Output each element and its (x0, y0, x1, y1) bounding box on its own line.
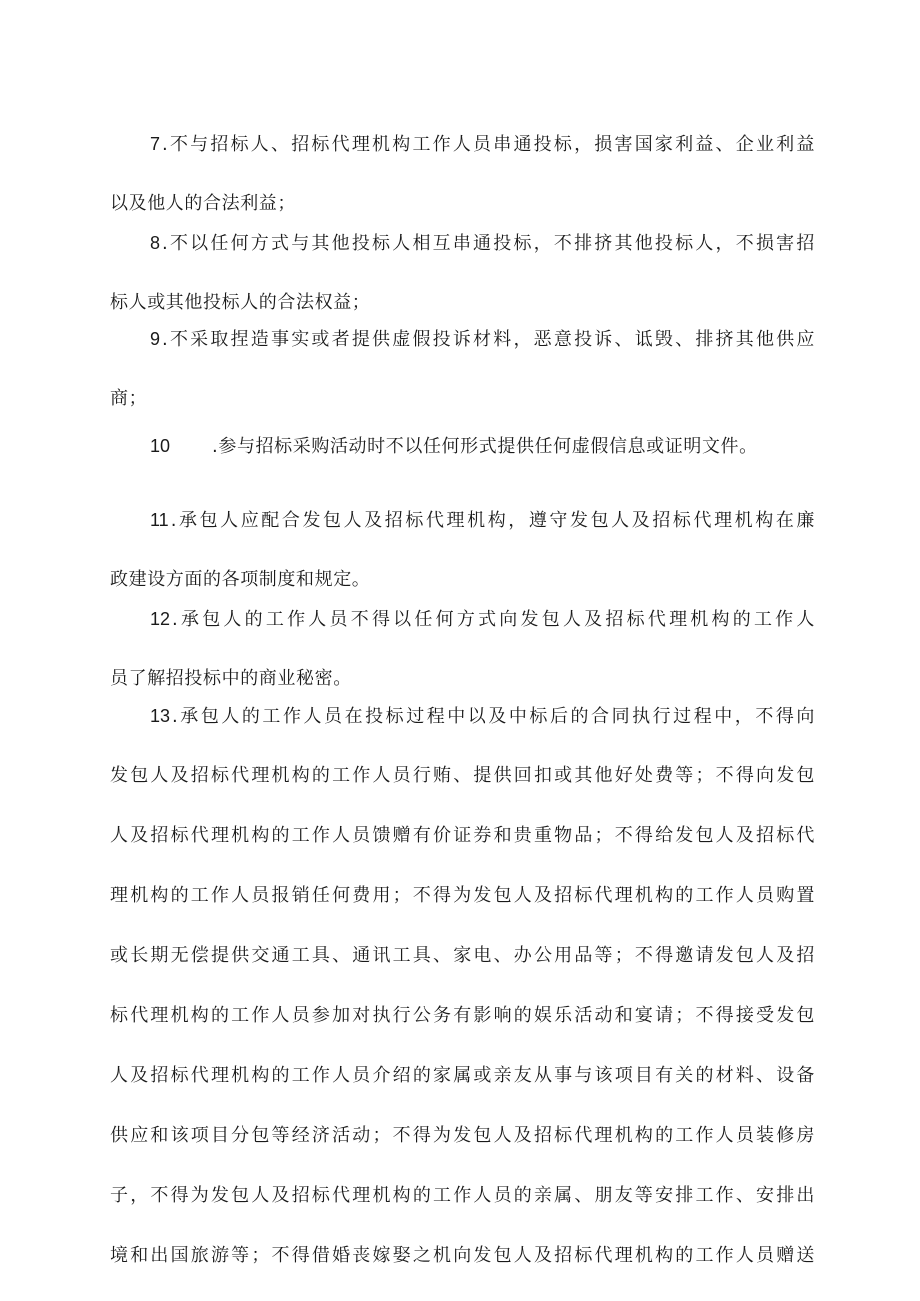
clause-number: 9 (150, 329, 161, 349)
clause-line: 理机构的工作人员报销任何费用；不得为发包人及招标代理机构的工作人员购置 (110, 885, 815, 906)
clause-text: .不与招标人、招标代理机构工作人员串通投标，损害国家利益、企业利益 (162, 134, 815, 155)
clause-number: 12 (150, 609, 171, 629)
clause-line: 标代理机构的工作人员参加对执行公务有影响的娱乐活动和宴请；不得接受发包 (110, 1005, 815, 1026)
clause-line (110, 213, 815, 273)
clause-13 (110, 686, 815, 1286)
clause-line: 人及招标代理机构的工作人员馈赠有价证券和贵重物品；不得给发包人及招标代 (110, 825, 815, 846)
clause-text: .承包人的工作人员在投标过程中以及中标后的合同执行过程中，不得向 (172, 706, 815, 727)
clause-text: .不以任何方式与其他投标人相互串通投标，不排挤其他投标人，不损害招 (162, 233, 815, 254)
clause-line (110, 686, 815, 746)
clause-line: 发包人及招标代理机构的工作人员行贿、提供回扣或其他好处费等；不得向发包 (110, 765, 815, 786)
clause-text: .不采取捏造事实或者提供虚假投诉材料，恶意投诉、诋毁、排挤其他供应 (162, 329, 815, 350)
clause-line: 以及他人的合法利益； (110, 193, 296, 214)
clause-line: 标人或其他投标人的合法权益； (110, 292, 371, 313)
clause-number: 8 (150, 233, 161, 253)
clause-line: 或长期无偿提供交通工具、通讯工具、家电、办公用品等；不得邀请发包人及招 (110, 945, 815, 966)
clause-line (110, 114, 815, 174)
clause-number: 10 (150, 436, 171, 456)
clause-text: .承包人的工作人员不得以任何方式向发包人及招标代理机构的工作人 (172, 609, 815, 630)
clause-line (110, 589, 815, 649)
clause-line: 供应和该项目分包等经济活动；不得为发包人及招标代理机构的工作人员装修房 (110, 1125, 815, 1146)
clause-line: 境和出国旅游等；不得借婚丧嫁娶之机向发包人及招标代理机构的工作人员赠送 (110, 1245, 815, 1266)
clause-text: .参与招标采购活动时不以任何形式提供任何虚假信息或证明文件。 (212, 436, 758, 457)
clause-line: 员了解招投标中的商业秘密。 (110, 668, 352, 689)
clause-line: 商； (110, 388, 148, 409)
clause-9 (110, 309, 815, 429)
clause-line (110, 416, 815, 476)
clause-line (110, 309, 815, 369)
clause-line (110, 490, 815, 550)
clause-line: 人及招标代理机构的工作人员介绍的家属或亲友从事与该项目有关的材料、设备 (110, 1065, 815, 1086)
clause-line: 政建设方面的各项制度和规定。 (110, 569, 371, 590)
clause-number: 11 (150, 510, 169, 530)
clause-text: .承包人应配合发包人及招标代理机构，遵守发包人及招标代理机构在廉 (170, 510, 815, 531)
clause-number: 13 (150, 706, 171, 726)
clause-line: 子，不得为发包人及招标代理机构的工作人员的亲属、朋友等安排工作、安排出 (110, 1185, 815, 1206)
clause-10 (110, 416, 815, 476)
clause-number: 7 (150, 134, 161, 154)
